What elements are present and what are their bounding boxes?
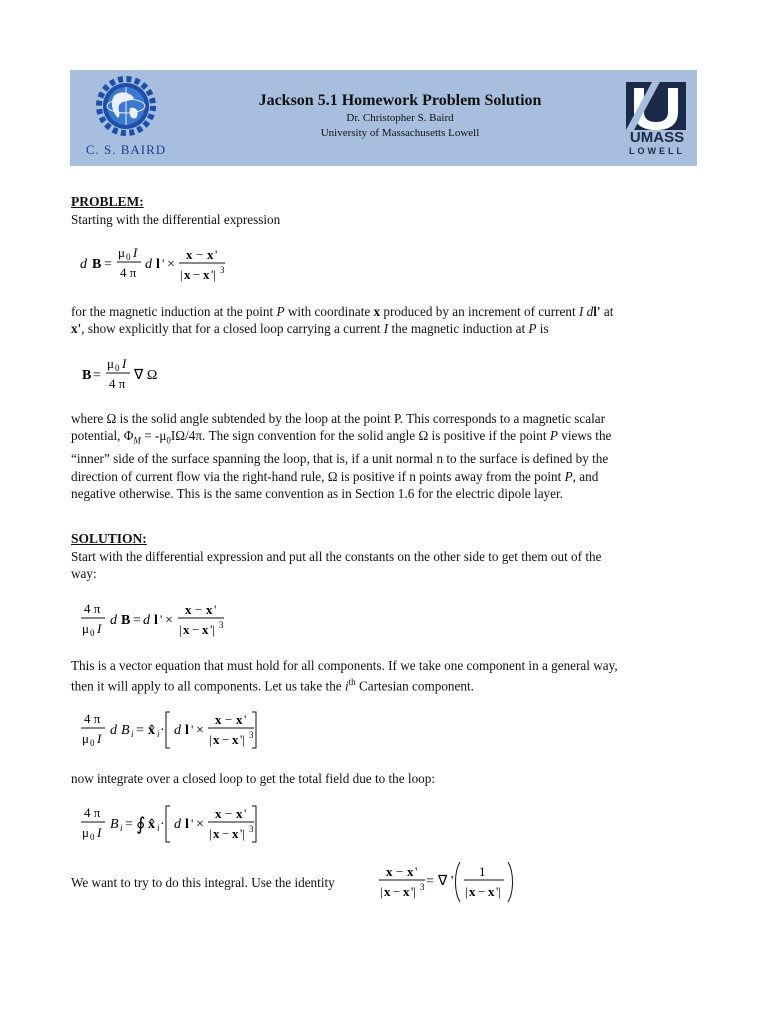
svg-text:l: l (185, 723, 189, 738)
svg-text:x: x (236, 712, 243, 727)
svg-text:B: B (110, 817, 119, 832)
svg-text:0: 0 (90, 628, 95, 638)
svg-text:': ' (191, 722, 194, 737)
equation-rearranged (80, 596, 250, 646)
svg-text:d: d (145, 257, 152, 272)
document-title: Jackson 5.1 Homework Problem Solution (258, 92, 542, 109)
svg-text:−: − (222, 826, 230, 841)
svg-text:x: x (183, 622, 190, 637)
left-logo-caption: C. S. BAIRD (85, 142, 167, 157)
svg-text:3: 3 (420, 882, 425, 892)
svg-text:x: x (403, 884, 410, 899)
svg-text:x: x (213, 732, 220, 747)
svg-text:I: I (133, 245, 138, 260)
svg-text:l: l (154, 613, 158, 628)
svg-text:': ' (160, 612, 163, 627)
header-banner (70, 70, 697, 166)
svg-text:x: x (207, 247, 214, 262)
svg-text:|: | (209, 826, 212, 841)
svg-text:'|: '| (496, 884, 501, 899)
svg-text:d: d (174, 723, 181, 738)
svg-text:|: | (180, 267, 183, 282)
svg-text:=: = (125, 817, 133, 832)
svg-text:=: = (133, 613, 141, 628)
svg-text:'|: '| (211, 267, 216, 282)
svg-text:4 π: 4 π (109, 376, 126, 391)
problem-intro: Starting with the differential expression (71, 212, 281, 227)
svg-text:∇ ': ∇ ' (438, 874, 454, 889)
svg-text:μ: μ (107, 356, 114, 371)
svg-text:'|: '| (210, 622, 215, 637)
author-name: Dr. Christopher S. Baird (346, 112, 454, 124)
svg-text:0: 0 (115, 363, 120, 373)
svg-text:x: x (202, 622, 209, 637)
svg-text:μ: μ (118, 245, 125, 260)
svg-text:0: 0 (90, 832, 95, 842)
svg-text:3: 3 (249, 730, 254, 740)
svg-text:I: I (97, 731, 102, 746)
svg-text:4 π: 4 π (84, 601, 101, 616)
svg-text:=: = (136, 723, 144, 738)
svg-text:4 π: 4 π (84, 805, 101, 820)
svg-text:×: × (196, 817, 204, 832)
solution-paragraph-3: now integrate over a closed loop to get the total field due to the loop: (71, 771, 436, 786)
solution-heading: SOLUTION: (71, 531, 147, 546)
svg-text:x: x (215, 712, 222, 727)
svg-text:=: = (104, 257, 112, 272)
svg-text:x: x (213, 826, 220, 841)
svg-text:x: x (469, 884, 476, 899)
solution-paragraph-1: Start with the differential expression and put all the constants on the other side to get them out of the way: (71, 549, 602, 582)
svg-text:x: x (186, 247, 193, 262)
svg-text:d: d (143, 613, 150, 628)
svg-text:x: x (185, 602, 192, 617)
umass-wordmark: UMASS (629, 129, 685, 146)
svg-text:∮: ∮ (136, 814, 146, 834)
svg-text:'|: '| (240, 732, 245, 747)
svg-text:·: · (160, 817, 165, 832)
svg-text:−: − (478, 884, 486, 899)
svg-text:4 π: 4 π (84, 711, 101, 726)
lowell-wordmark: LOWELL (629, 146, 685, 156)
svg-text:μ: μ (82, 825, 89, 840)
svg-text:B: B (121, 613, 131, 628)
svg-text:3: 3 (249, 824, 254, 834)
svg-text:x: x (407, 864, 414, 879)
svg-text:B: B (121, 723, 130, 738)
svg-text:x: x (384, 884, 391, 899)
svg-text:x: x (232, 732, 239, 747)
equation-gradient-identity (376, 860, 521, 906)
svg-text:': ' (214, 602, 217, 617)
svg-text:I: I (97, 825, 102, 840)
svg-text:4 π: 4 π (120, 265, 137, 280)
equation-closed-loop-integral (80, 800, 270, 850)
svg-text:': ' (191, 816, 194, 831)
equation-ith-component (80, 706, 270, 756)
svg-text:−: − (195, 602, 203, 617)
svg-text:μ: μ (82, 621, 89, 636)
svg-text:x: x (488, 884, 495, 899)
svg-text:': ' (415, 864, 418, 879)
svg-text:−: − (193, 267, 201, 282)
svg-text:': ' (244, 712, 247, 727)
svg-text:l: l (185, 817, 189, 832)
svg-text:|: | (465, 884, 468, 899)
svg-text:'|: '| (240, 826, 245, 841)
svg-text:i: i (157, 729, 160, 739)
svg-text:−: − (196, 247, 204, 262)
svg-text:×: × (167, 257, 175, 272)
solution-paragraph-4: We want to try to do this integral. Use the identity (71, 875, 335, 890)
svg-text:d: d (110, 613, 117, 628)
svg-text:x̂: x̂ (148, 817, 155, 832)
svg-text:μ: μ (82, 731, 89, 746)
svg-text:−: − (225, 712, 233, 727)
svg-text:I: I (97, 621, 102, 636)
svg-text:x: x (206, 602, 213, 617)
svg-text:x̂: x̂ (148, 723, 155, 738)
umass-lowell-logo (626, 82, 688, 158)
svg-text:x: x (203, 267, 210, 282)
solution-paragraph-2: This is a vector equation that must hold for all components. If we take one component in a general way, then it will apply to all components. Let us take the $i^{th}$ Cartesian component. (71, 658, 618, 694)
svg-text:×: × (196, 723, 204, 738)
gear-globe-logo-icon (84, 76, 168, 138)
svg-text:d: d (174, 817, 181, 832)
svg-text:i: i (120, 823, 123, 833)
svg-text:B: B (92, 257, 102, 272)
svg-text:d: d (80, 257, 87, 272)
svg-text:×: × (165, 613, 173, 628)
svg-text:x: x (184, 267, 191, 282)
svg-text:d: d (110, 723, 117, 738)
equation-b-grad-omega (80, 355, 180, 397)
svg-text:0: 0 (126, 252, 131, 262)
svg-text:−: − (393, 884, 401, 899)
umass-emblem-icon (626, 82, 686, 130)
svg-text:|: | (380, 884, 383, 899)
svg-text:3: 3 (219, 620, 224, 630)
svg-text:|: | (209, 732, 212, 747)
svg-text:3: 3 (220, 265, 225, 275)
svg-text:·: · (160, 723, 165, 738)
svg-text:−: − (192, 622, 200, 637)
svg-text:': ' (215, 247, 218, 262)
svg-text:∇ Ω: ∇ Ω (134, 368, 158, 383)
svg-text:=: = (93, 368, 101, 383)
svg-text:=: = (426, 874, 434, 889)
problem-heading: PROBLEM: (71, 194, 144, 209)
svg-text:B: B (82, 368, 92, 383)
svg-text:': ' (244, 806, 247, 821)
svg-text:−: − (222, 732, 230, 747)
problem-paragraph-3: where Ω is the solid angle subtended by the loop at the point P. This corresponds to a magnetic scalar potential, $\Phi_M = -\mu_0I\Omega/4\pi$. The sign convention for the solid angle Ω is positive if the point P views the “inner” side of the surface spanning the loop, that is, if a unit normal n to the surface is defined by the direction of current flow via the right-hand rule, Ω is positive if n points away from the point P, and negative otherwise. This is the same convention as in Section 1.6 for the electric dipole layer. (71, 411, 612, 502)
svg-text:|: | (179, 622, 182, 637)
svg-text:': ' (162, 256, 165, 271)
svg-text:x: x (386, 864, 393, 879)
svg-text:l: l (156, 257, 160, 272)
svg-text:i: i (131, 729, 134, 739)
svg-text:1: 1 (479, 864, 486, 879)
svg-text:x: x (232, 826, 239, 841)
svg-text:'|: '| (411, 884, 416, 899)
svg-text:x: x (215, 806, 222, 821)
svg-text:0: 0 (90, 738, 95, 748)
svg-text:−: − (225, 806, 233, 821)
institution-name: University of Massachusetts Lowell (320, 127, 480, 139)
svg-text:i: i (157, 823, 160, 833)
svg-text:x: x (236, 806, 243, 821)
equation-biot-savart (80, 240, 250, 290)
svg-text:−: − (396, 864, 404, 879)
problem-paragraph-2: for the magnetic induction at the point P with coordinate x produced by an increment of current I dl' at x', show explicitly that for a closed loop carrying a current I the magnetic induction at P is (71, 304, 614, 337)
svg-text:I: I (122, 356, 127, 371)
